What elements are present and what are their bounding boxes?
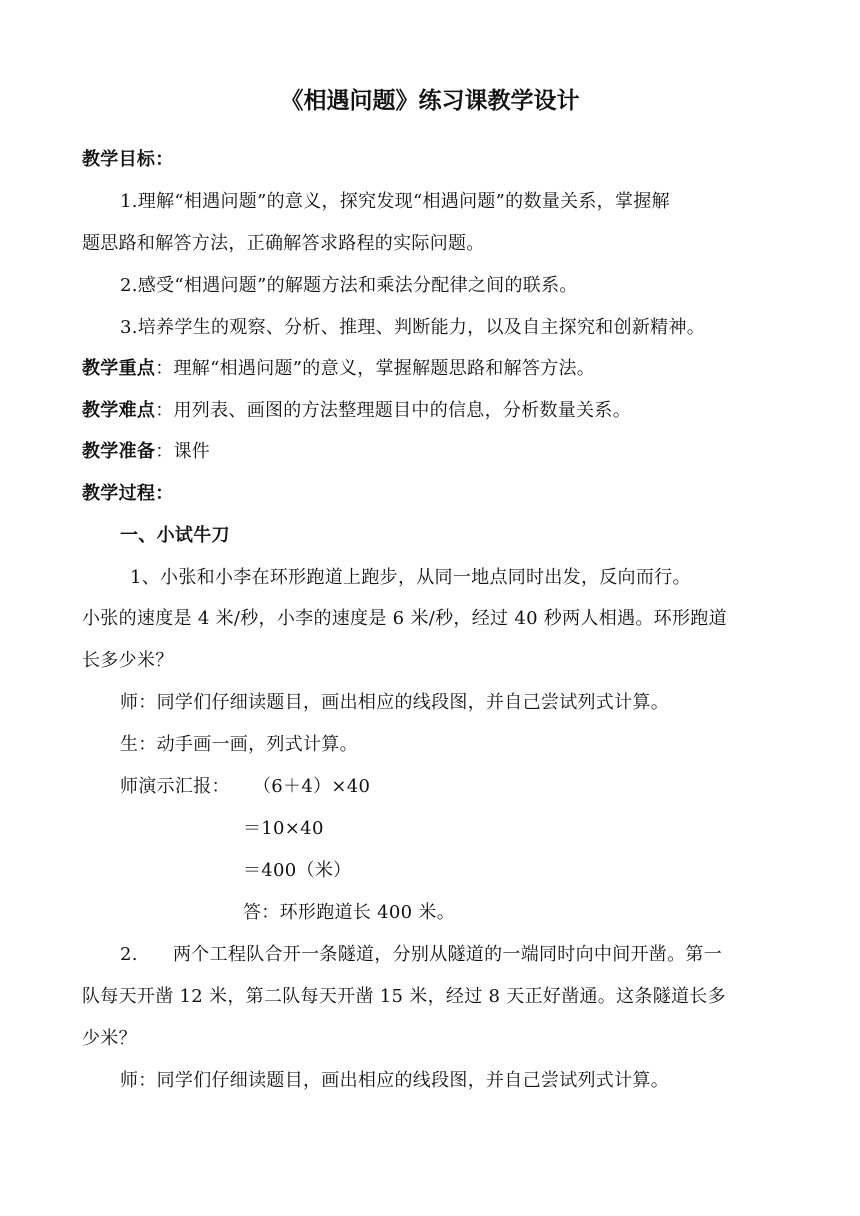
key-point-text: ：理解“相遇问题”的意义，掌握解题思路和解答方法。 [155, 358, 596, 379]
preparation [82, 440, 210, 464]
objective-1-line-2: 题思路和解答方法，正确解答求路程的实际问题。 [82, 233, 485, 254]
problem-2-number: 2. [120, 944, 138, 965]
problem-2-line-3: 少米？ [82, 1028, 137, 1049]
student-response-1: 生：动手画一画，列式计算。 [120, 734, 358, 755]
demo-label: 师演示汇报： [120, 776, 230, 797]
answer-1: 答：环形跑道长 400 米。 [243, 902, 455, 923]
problem-2-line-1: 两个工程队合开一条隧道，分别从隧道的一端同时向中间开凿。第一 [173, 944, 722, 965]
section-1-heading: 一、小试牛刀 [120, 525, 230, 546]
problem-1-line-3: 长多少米？ [82, 650, 174, 671]
difficulty-text: ：用列表、画图的方法整理题目中的信息，分析数量关系。 [155, 400, 632, 421]
document-title: 《相遇问题》练习课教学设计 [280, 87, 580, 114]
preparation-text: ：课件 [155, 441, 211, 462]
objective-1-line-1: 1.理解“相遇问题”的意义，探究发现“相遇问题”的数量关系，掌握解 [120, 191, 670, 212]
problem-1-line-2: 小张的速度是 4 米/秒，小李的速度是 6 米/秒，经过 40 秒两人相遇。环形跑道 [82, 608, 727, 629]
teacher-instruction-2: 师：同学们仔细读题目，画出相应的线段图，并自己尝试列式计算。 [120, 1070, 669, 1091]
calculation-step-1: （6＋4）×40 [253, 776, 371, 797]
preparation-label: 教学准备 [82, 441, 156, 462]
objectives-heading: 教学目标： [82, 149, 174, 170]
problem-2-line-2: 队每天开凿 12 米，第二队每天开凿 15 米，经过 8 天正好凿通。这条隧道长多 [82, 986, 726, 1007]
objective-3: 3.培养学生的观察、分析、推理、判断能力，以及自主探究和创新精神。 [120, 317, 706, 338]
problem-1-line-1: 1、小张和小李在环形跑道上跑步，从同一地点同时出发，反向而行。 [130, 567, 691, 588]
teacher-instruction-1: 师：同学们仔细读题目，画出相应的线段图，并自己尝试列式计算。 [120, 692, 669, 713]
objective-2: 2.感受“相遇问题”的解题方法和乘法分配律之间的联系。 [120, 275, 578, 296]
difficulty-label: 教学难点 [82, 400, 156, 421]
key-point-label: 教学重点 [82, 358, 156, 379]
calculation-step-2: ＝10×40 [243, 818, 324, 839]
difficulty-point [82, 399, 631, 423]
process-heading: 教学过程： [82, 483, 174, 504]
calculation-step-3: ＝400（米） [243, 860, 352, 881]
key-point [82, 357, 595, 381]
